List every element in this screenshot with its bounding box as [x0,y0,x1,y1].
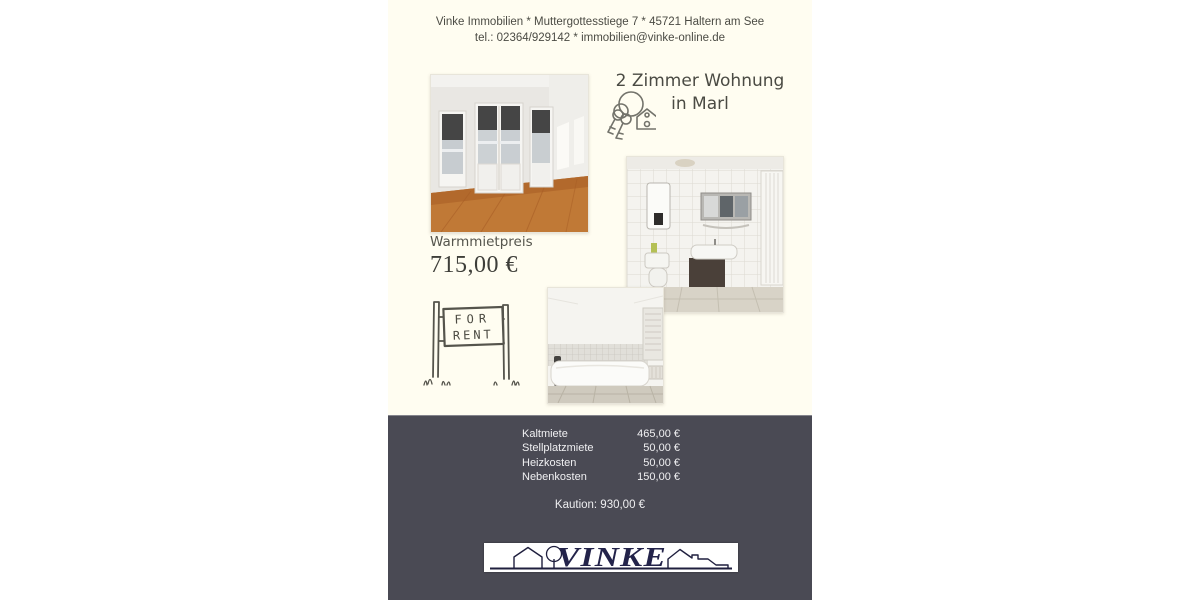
cost-label: Heizkosten [522,456,577,469]
flyer [388,0,812,600]
contact-header [388,15,812,46]
listing-title-line2: in Marl [671,94,729,114]
bathtub-photo [547,287,664,404]
cost-table [522,427,680,485]
deposit-line: Kaution: 930,00 € [554,499,646,511]
living-room-photo [430,74,589,233]
for-rent-line2: RENT [452,327,494,343]
vinke-logo-text: VINKE [557,543,667,572]
for-rent-sign [418,293,522,393]
cost-label: Stellplatzmiete [522,442,594,455]
cost-value: 465,00 € [637,428,680,440]
living-room-illustration [431,75,588,232]
bathtub-illustration [548,288,663,403]
cost-value: 150,00 € [637,471,680,484]
price-amount: 715,00 € [430,252,518,278]
cost-row-heizkosten [522,456,680,470]
cost-row-nebenkosten [522,470,680,484]
contact-line-address: Vinke Immobilien * Muttergottesstiege 7 * 45721 Haltern am See [435,16,765,28]
cost-value: 50,00 € [643,456,680,469]
cost-value: 50,00 € [643,442,680,455]
listing-title [588,70,812,116]
listing-title-line1: 2 Zimmer Wohnung [615,71,785,91]
cost-footer [388,415,812,600]
price-label: Warmmietpreis [430,234,533,250]
vinke-logo-graphic [484,543,738,572]
contact-line-phone-email: tel.: 02364/929142 * immobilien@vinke-online.de [474,31,726,44]
cost-label: Kaltmiete [522,428,568,440]
vinke-logo [484,543,738,572]
cost-label: Nebenkosten [522,471,587,484]
for-rent-line1: FOR [454,311,492,327]
cost-row-stellplatzmiete [522,441,680,455]
cost-row-kaltmiete [522,427,680,441]
